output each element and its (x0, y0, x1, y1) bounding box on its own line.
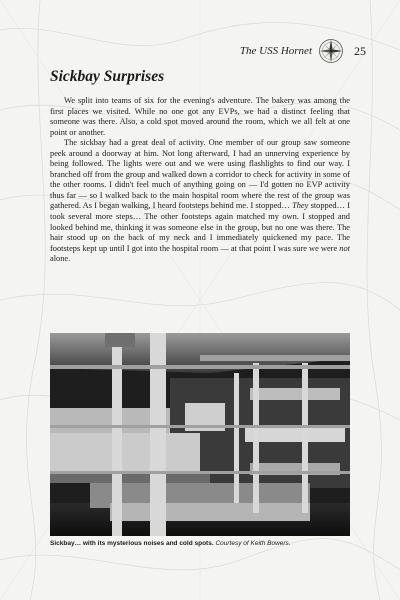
body-text (50, 96, 350, 265)
paragraph-2-part-b: stopped… I took several more steps… The other footsteps again matched my own. I stopped and looked behind me, thinking it was someone else in the group, but no one was there. The hair stood up on the back of my neck and I immediately quickened my pace. The footsteps kept up until I got into the hospital room — at that point I was sure we were (50, 201, 350, 253)
page-number: 25 (354, 43, 366, 58)
sickbay-photo (50, 333, 350, 536)
emphasis-not: not (339, 243, 350, 253)
sickbay-bunks-illustration (50, 333, 350, 536)
paragraph-2-part-a: The sickbay had a great deal of activity. One member of our group saw someone peek around a doorway at him. Not long afterward, I had an unnerving experience by being followed. The lights were out and we were using flashlights to find our way. I branched off from the group and walked down a corridor to check for activity in some of the other rooms. I didn't feel much of anything going on — I'd gotten no EVP activity thus far — so I walked back to the main hospital room where the rest of the group was gathered. As I began walking, I heard footsteps behind me. I stopped… (50, 138, 350, 211)
paragraph-2-part-c: alone. (50, 254, 71, 264)
caption-main: Sickbay… with its mysterious noises and cold spots. (50, 540, 214, 547)
caption-credit: Courtesy of Keith Bowers. (215, 540, 291, 547)
paragraph-1: We split into teams of six for the evening's adventure. The bakery was among the first places we visited. While no one got any EVPs, we had a distinct feeling that someone was there. Also, a cold spot moved around the room, which we all felt at one point or another. (50, 96, 350, 137)
section-title: Sickbay Surprises (50, 68, 165, 85)
paragraph-2 (50, 138, 350, 265)
compass-rose-icon (318, 38, 344, 64)
running-header (240, 38, 366, 64)
photo-caption (50, 540, 370, 547)
emphasis-they: They (292, 201, 309, 211)
running-title: The USS Hornet (239, 45, 312, 57)
